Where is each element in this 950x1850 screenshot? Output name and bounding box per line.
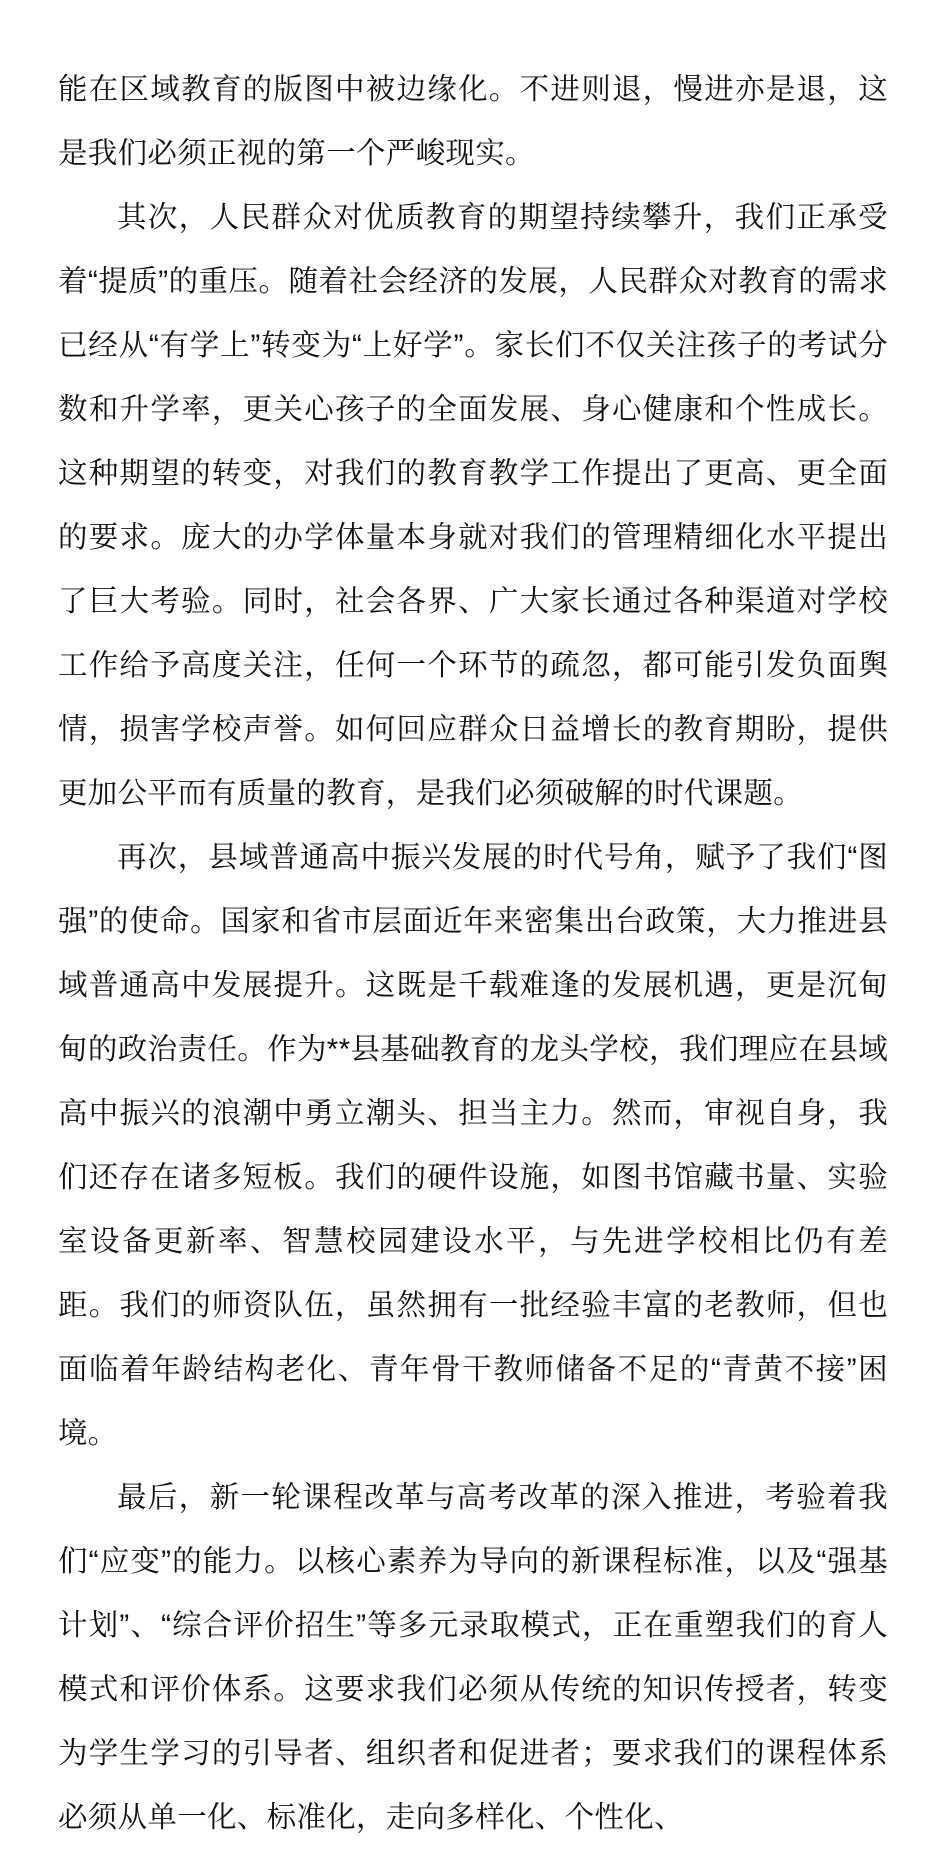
paragraph-4: 最后，新一轮课程改革与高考改革的深入推进，考验着我们“应变”的能力。以核心素养为导向的新课程标准，以及“强基计划”、“综合评价招生”等多元录取模式，正在重塑我们的育人模式和评价体系。这要求我们必须从传统的知识传授者，转变为学生学习的引导者、组织者和促进者；要求我们的课程体系必须从单一化、标准化，走向多样化、个性化、 bbox=[58, 1481, 888, 1834]
paragraph-2: 其次，人民群众对优质教育的期望持续攀升，我们正承受着“提质”的重压。随着社会经济的发展，人民群众对教育的需求已经从“有学上”转变为“上好学”。家长们不仅关注孩子的考试分数和升学率，更关心孩子的全面发展、身心健康和个性成长。这种期望的转变，对我们的教育教学工作提出了更高、更全面的要求。庞大的办学体量本身就对我们的管理精细化水平提出了巨大考验。同时，社会各界、广大家长通过各种渠道对学校工作给予高度关注，任何一个环节的疏忽，都可能引发负面舆情，损害学校声誉。如何回应群众日益增长的教育期盼，提供更加公平而有质量的教育，是我们必须破解的时代课题。 bbox=[58, 201, 888, 810]
paragraph-3: 再次，县域普通高中振兴发展的时代号角，赋予了我们“图强”的使命。国家和省市层面近年来密集出台政策，大力推进县域普通高中发展提升。这既是千载难逢的发展机遇，更是沉甸甸的政治责任。作为**县基础教育的龙头学校，我们理应在县域高中振兴的浪潮中勇立潮头、担当主力。然而，审视自身，我们还存在诸多短板。我们的硬件设施，如图书馆藏书量、实验室设备更新率、智慧校园建设水平，与先进学校相比仍有差距。我们的师资队伍，虽然拥有一批经验丰富的老教师，但也面临着年龄结构老化、青年骨干教师储备不足的“青黄不接”困境。 bbox=[58, 841, 888, 1450]
paragraph-1: 能在区域教育的版图中被边缘化。不进则退，慢进亦是退，这是我们必须正视的第一个严峻现实。 bbox=[58, 73, 888, 170]
document-body bbox=[58, 58, 888, 1850]
